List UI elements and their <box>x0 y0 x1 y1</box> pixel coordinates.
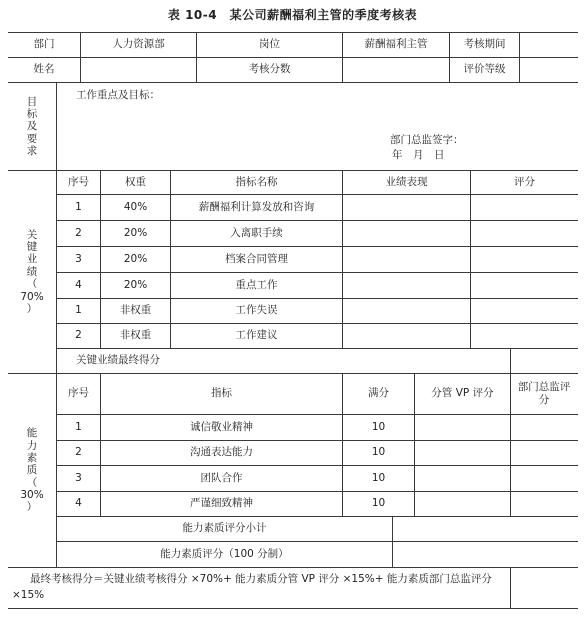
rule <box>342 170 343 348</box>
rule <box>392 516 393 567</box>
ability-row-name: 诚信敬业精神 <box>190 420 253 433</box>
ability-row-no: 2 <box>75 446 82 459</box>
ability-header-vp: 分管 VP 评分 <box>431 387 494 400</box>
kpi-row-weight: 非权重 <box>119 304 152 317</box>
kpi-row-weight: 20% <box>123 278 148 291</box>
ability-row-no: 4 <box>75 497 82 510</box>
dept-label: 部门 <box>33 38 55 51</box>
ability-header-director: 部门总监评分 <box>517 380 571 406</box>
rule <box>8 567 578 568</box>
dept-value: 人力资源部 <box>112 38 165 51</box>
rule <box>8 608 578 609</box>
kpi-row-no: 2 <box>75 329 82 342</box>
ability-row-full: 10 <box>371 471 386 484</box>
kpi-row-weight: 20% <box>123 252 148 265</box>
ability-subtotal-label: 能力素质评分小计 <box>182 522 267 535</box>
rule <box>470 170 471 348</box>
kpi-row-weight: 20% <box>123 226 148 239</box>
grade-value[interactable] <box>520 58 578 82</box>
kpi-side-label: 关 键 业 绩 （ 70% ） <box>20 228 44 315</box>
kpi-row-name: 工作建议 <box>235 329 278 342</box>
kpi-final-score-label: 关键业绩最终得分 <box>76 354 160 367</box>
kpi-header-name: 指标名称 <box>235 175 278 188</box>
kpi-row-name: 重点工作 <box>235 278 278 291</box>
kpi-row-name: 工作失误 <box>235 304 278 317</box>
kpi-header-weight: 权重 <box>125 175 146 188</box>
kpi-header-performance: 业绩表现 <box>385 175 428 188</box>
kpi-row-no: 1 <box>75 304 82 317</box>
kpi-row-no: 4 <box>75 278 82 291</box>
ability-score100-label: 能力素质评分（100 分制） <box>160 547 289 560</box>
period-value[interactable] <box>520 33 578 57</box>
rule <box>510 373 511 516</box>
name-value[interactable] <box>81 58 196 82</box>
rule <box>8 82 578 83</box>
ability-row-no: 1 <box>75 420 82 433</box>
ability-row-name: 团队合作 <box>200 471 243 484</box>
goals-side-label: 目 标 及 要 求 <box>26 95 38 158</box>
rule <box>510 348 511 373</box>
period-label: 考核期间 <box>463 38 506 51</box>
post-label: 岗位 <box>259 38 280 51</box>
ability-row-full: 10 <box>371 446 386 459</box>
kpi-header-score: 评分 <box>514 175 535 188</box>
kpi-row-no: 2 <box>75 226 82 239</box>
score-label: 考核分数 <box>248 63 291 76</box>
kpi-row-name: 档案合同管理 <box>225 252 288 265</box>
ability-side-label: 能 力 素 质 （ 30% ） <box>20 427 44 514</box>
kpi-row-no: 1 <box>75 200 82 213</box>
sign-date: 年 月 日 <box>392 149 445 162</box>
kpi-row-name: 薪酬福利计算发放和咨询 <box>198 200 315 213</box>
ability-header-full: 满分 <box>368 387 389 400</box>
kpi-header-no: 序号 <box>68 175 89 188</box>
post-value: 薪酬福利主管 <box>364 38 428 51</box>
kpi-row-weight: 40% <box>123 200 148 213</box>
ability-row-no: 3 <box>75 471 82 484</box>
goals-text: 工作重点及目标： <box>76 89 160 102</box>
grade-label: 评价等级 <box>463 63 506 76</box>
name-label: 姓名 <box>33 63 55 76</box>
kpi-row-name: 入离职手续 <box>230 226 283 239</box>
ability-row-name: 沟通表达能力 <box>190 446 253 459</box>
kpi-row-weight: 非权重 <box>119 329 152 342</box>
final-score-formula: 最终考核得分＝关键业绩考核得分 ×70%+ 能力素质分管 VP 评分 ×15%+ 能力素质部门总监评分 ×15% <box>12 573 492 602</box>
ability-row-name: 严谨细致精神 <box>190 497 253 510</box>
ability-header-no: 序号 <box>68 387 89 400</box>
rule <box>510 567 511 608</box>
ability-row-full: 10 <box>371 497 386 510</box>
ability-row-full: 10 <box>371 420 386 433</box>
director-signature: 部门总监签字： <box>390 134 464 147</box>
ability-header-item: 指标 <box>211 387 232 400</box>
table-title: 表 10-4 某公司薪酬福利主管的季度考核表 <box>167 8 418 22</box>
kpi-row-no: 3 <box>75 252 82 265</box>
score-value[interactable] <box>343 58 449 82</box>
